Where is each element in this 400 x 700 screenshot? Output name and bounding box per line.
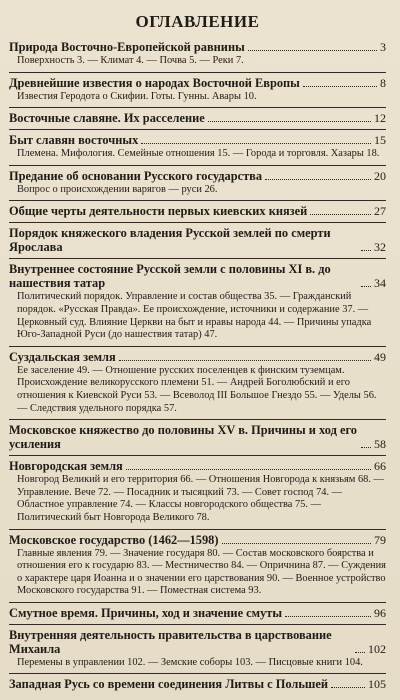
toc-entry — [9, 200, 386, 218]
page-number: 105 — [368, 677, 386, 692]
chapter-subsections: Перемены в управлении 102. — Земские соборы 103. — Писцовые книги 104. — [17, 656, 363, 668]
toc-entry-heading — [9, 204, 386, 218]
entry-divider — [9, 222, 386, 223]
page-number: 8 — [380, 75, 386, 90]
toc-entry — [9, 222, 386, 254]
leader-dots — [285, 616, 371, 617]
table-of-contents — [9, 40, 386, 691]
chapter-subsections: Известия Геродота о Скифии. Готы. Гунны. Авары 10. — [17, 90, 257, 102]
chapter-subsections: Вопрос о происхождении варягов — руси 26. — [17, 183, 218, 195]
chapter-title: Восточные славяне. Их расселение — [9, 111, 205, 126]
toc-entry — [9, 529, 386, 598]
entry-divider — [9, 200, 386, 201]
toc-entry-heading — [9, 40, 386, 54]
page-number: 66 — [374, 459, 386, 474]
toc-entry-heading — [9, 262, 386, 290]
chapter-title: Московское княжество до половины XV в. Причины и ход его усиления — [9, 423, 357, 452]
chapter-title: Внутренняя деятельность правительства в царствование Михаила — [9, 627, 332, 656]
toc-entry — [9, 419, 386, 451]
toc-entry-heading — [9, 677, 386, 691]
toc-entry-heading — [9, 533, 386, 547]
toc-entry-heading — [9, 133, 386, 147]
page-number: 96 — [374, 605, 386, 620]
toc-entry — [9, 40, 386, 68]
leader-dots — [119, 360, 371, 361]
page-number: 58 — [374, 437, 386, 452]
entry-divider — [9, 455, 386, 456]
toc-entry-heading — [9, 459, 386, 473]
leader-dots — [361, 447, 371, 448]
toc-entry-heading — [9, 226, 386, 254]
leader-dots — [208, 121, 371, 122]
toc-entry — [9, 346, 386, 415]
toc-entry-heading — [9, 169, 386, 183]
leader-dots — [248, 50, 377, 51]
toc-entry — [9, 258, 386, 341]
page-number: 32 — [374, 240, 386, 255]
toc-entry-heading — [9, 76, 386, 90]
page-number: 20 — [374, 168, 386, 183]
chapter-title: Новгородская земля — [9, 459, 123, 474]
leader-dots — [361, 286, 371, 287]
page-number: 12 — [374, 111, 386, 126]
leader-dots — [361, 250, 371, 251]
toc-entry-heading — [9, 111, 386, 125]
chapter-title: Внутреннее состояние Русской земли с половины XI в. до нашествия татар — [9, 262, 331, 291]
chapter-subsections: Ее заселение 49. — Отношение русских поселенцев к финским туземцам. Происхождение великорусского племени 51. — Андрей Боголюбский и его отношения к Киевской Руси 53. — Всеволод III Большое Гнездо 55. — Уделы 56. — Следствия удельного порядка 57. — [17, 364, 377, 414]
toc-entry — [9, 129, 386, 161]
leader-dots — [265, 179, 371, 180]
entry-divider — [9, 529, 386, 530]
chapter-title: Древнейшие известия о народах Восточной Европы — [9, 75, 300, 90]
toc-entry-heading — [9, 628, 386, 656]
toc-entry — [9, 107, 386, 125]
chapter-subsections: Политический порядок. Управление и состав общества 35. — Гражданский порядок. «Русская Правда». Ее происхождение, источники и содержание 37. — Церковный суд. Влияние Церкви на быт и нравы народа 44. — Причины упадка Юго-Западной Руси (до нашествия татар) 47. — [17, 291, 372, 341]
chapter-title: Суздальская земля — [9, 349, 116, 364]
toc-entry — [9, 673, 386, 691]
page-title: ОГЛАВЛЕНИЕ — [135, 12, 260, 31]
entry-divider — [9, 346, 386, 347]
page-number: 15 — [374, 133, 386, 148]
entry-divider — [9, 258, 386, 259]
page-number: 3 — [380, 40, 386, 54]
leader-dots — [141, 143, 371, 144]
entry-divider — [9, 673, 386, 674]
page-number: 27 — [374, 204, 386, 219]
chapter-title: Предание об основании Русского государства — [9, 168, 263, 183]
toc-entry — [9, 602, 386, 620]
entry-divider — [9, 165, 386, 166]
chapter-subsections: Главные явления 79. — Значение государя 80. — Состав московского боярства и отношения его к государю 83. — Местничество 84. — Опричнина 87. — Суждения о характере царя Иоанна и о значении его царствования 90. — Военное устройство Московского государства 91. — Поместная система 93. — [17, 547, 386, 597]
entry-divider — [9, 107, 386, 108]
chapter-title: Природа Восточно-Европейской равнины — [9, 40, 245, 54]
toc-entry — [9, 455, 386, 524]
leader-dots — [303, 86, 377, 87]
page-number: 49 — [374, 349, 386, 364]
leader-dots — [310, 214, 371, 215]
entry-divider — [9, 72, 386, 73]
leader-dots — [355, 652, 365, 653]
toc-entry — [9, 624, 386, 670]
toc-entry-heading — [9, 606, 386, 620]
chapter-title: Общие черты деятельности первых киевских князей — [9, 204, 308, 219]
chapter-subsections: Новгород Великий и его территория 66. — Отношения Новгорода к князьям 68. — Управление. Вече 72. — Посадник и тысяцкий 73. — Совет господ 74. — Областное управление 74. — Классы новгородского общества 75. — Политический быт Новгорода Великого 78. — [17, 474, 384, 523]
toc-entry-heading — [9, 423, 386, 451]
page-number: 79 — [374, 532, 386, 547]
page-number: 102 — [368, 641, 386, 656]
toc-entry-heading — [9, 350, 386, 364]
chapter-title: Смутное время. Причины, ход и значение смуты — [9, 605, 283, 620]
toc-entry — [9, 165, 386, 197]
chapter-title: Порядок княжеского владения Русской землей по смерти Ярослава — [9, 226, 331, 255]
entry-divider — [9, 129, 386, 130]
toc-entry — [9, 72, 386, 104]
leader-dots — [222, 543, 371, 544]
chapter-title: Западная Русь со времени соединения Литвы с Польшей — [9, 677, 328, 692]
page-number: 34 — [374, 276, 386, 291]
chapter-title: Быт славян восточных — [9, 133, 139, 148]
chapter-subsections: Племена. Мифология. Семейные отношения 15. — Города и торговля. Хазары 18. — [17, 148, 380, 160]
entry-divider — [9, 624, 386, 625]
leader-dots — [126, 469, 371, 470]
chapter-subsections: Поверхность 3. — Климат 4. — Почва 5. — Реки 7. — [17, 55, 244, 66]
leader-dots — [331, 687, 365, 688]
entry-divider — [9, 419, 386, 420]
chapter-title: Московское государство (1462—1598) — [9, 532, 219, 547]
entry-divider — [9, 602, 386, 603]
